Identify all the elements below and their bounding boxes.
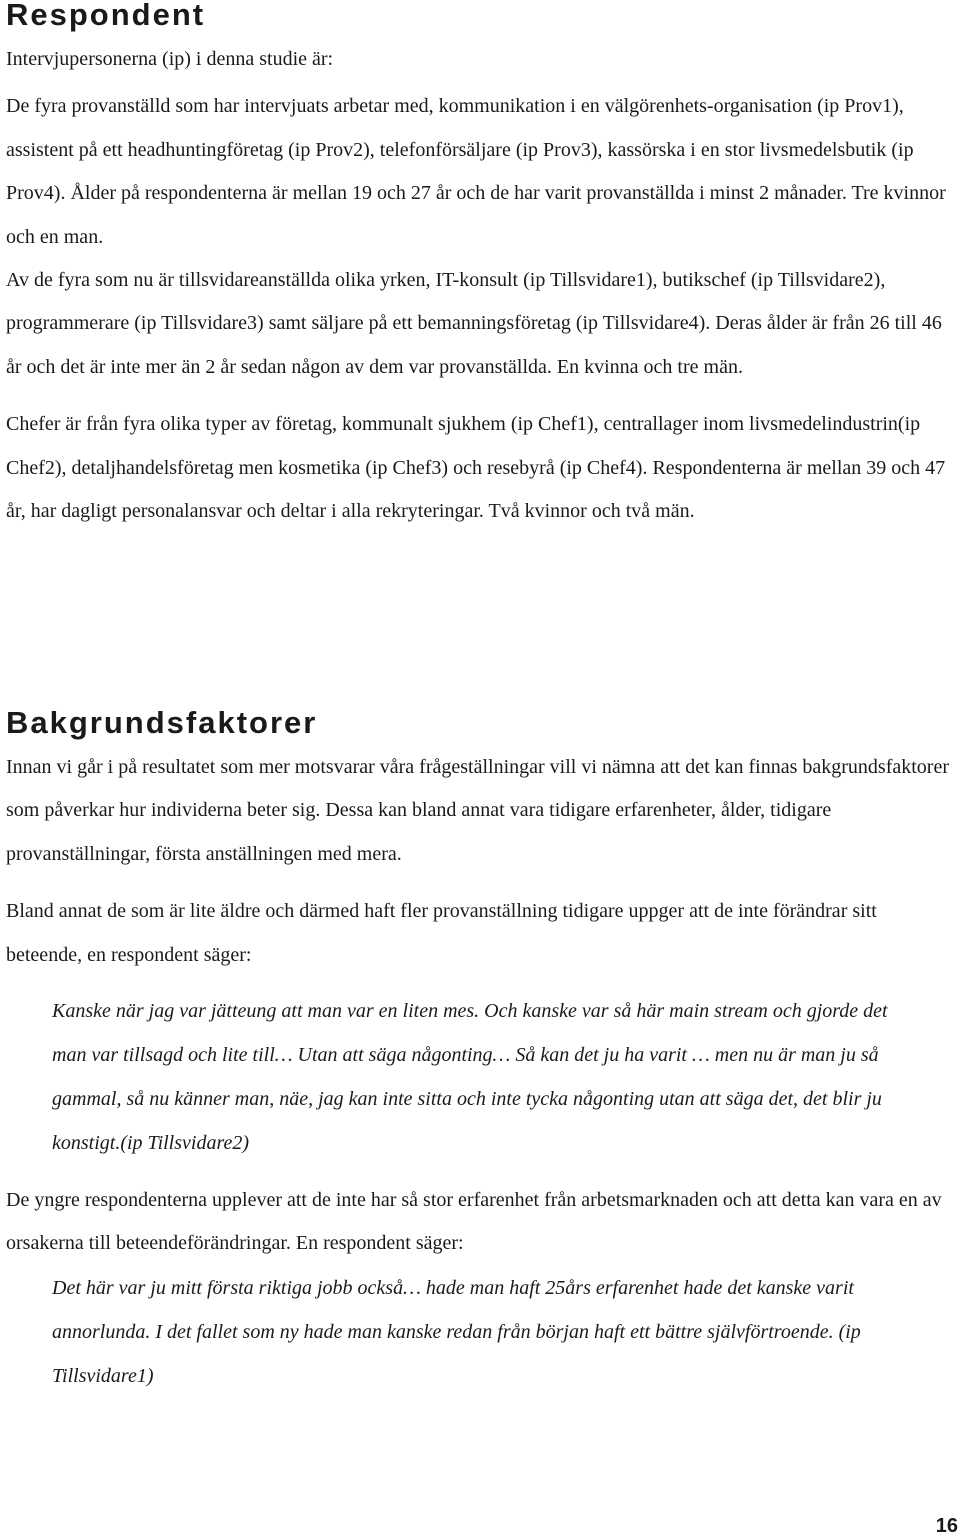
quote-tillsvidare1: Det här var ju mitt första riktiga jobb också… hade man haft 25års erfarenhet hade det kanske varit annorlunda. I det fallet som ny hade man kanske redan från början haft ett bättre självförtroende. (ip Tillsvidare1) (52, 1276, 861, 1387)
intro-paragraph: Intervjupersonerna (ip) i denna studie är: (6, 48, 334, 70)
paragraph-aldre-respondenter: Bland annat de som är lite äldre och därmed haft fler provanställning tidigare uppger att de inte förändrar sitt beteende, en respondent säger: (6, 900, 877, 966)
page-number: 16 (935, 1515, 958, 1537)
section-bakgrundsfaktorer (6, 705, 956, 1398)
paragraph-chefer: Chefer är från fyra olika typer av företag, kommunalt sjukhem (ip Chef1), centrallager inom livsmedelindustrin(ip Chef2), detaljhandelsföretag men kosmetika (ip Chef3) och resebyrå (ip Chef4). Respondenterna är mellan 39 och 47 år, har dagligt personalansvar och deltar i alla rekryteringar. Två kvinnor och två män. (6, 413, 946, 523)
paragraph-provanstallda: De fyra provanställd som har intervjuats arbetar med, kommunikation i en välgörenhets-organisation (ip Prov1), assistent på ett headhuntingföretag (ip Prov2), telefonförsäljare (ip Prov3), kassörska i en stor livsmedelsbutik (ip Prov4). Ålder på respondenterna är mellan 19 och 27 år och de har varit provanställda i minst 2 månader. Tre kvinnor och en man. (6, 95, 946, 248)
section-heading-respondent: Respondent (6, 0, 206, 32)
quote-tillsvidare2: Kanske när jag var jätteung att man var en liten mes. Och kanske var så här main stream och gjorde det man var tillsagd och lite till… Utan att säga någonting… Så kan det ju ha varit … men nu är man ju så gammal, så nu känner man, näe, jag kan inte sitta och inte tycka någonting utan att säga det, det blir ju konstigt.(ip Tillsvidare2) (52, 1000, 888, 1155)
section-respondent (6, 0, 956, 533)
paragraph-intro-bakgrund: Innan vi går i på resultatet som mer motsvarar våra frågeställningar vill vi nämna att det kan finnas bakgrundsfaktorer som påverkar hur individerna beter sig. Dessa kan bland annat vara tidigare erfarenheter, ålder, tidigare provanställningar, första anställningen med mera. (6, 756, 950, 865)
section-heading-bakgrundsfaktorer: Bakgrundsfaktorer (6, 705, 318, 740)
paragraph-yngre-respondenter: De yngre respondenterna upplever att de inte har så stor erfarenhet från arbetsmarknaden och att detta kan vara en av orsakerna till beteendeförändringar. En respondent säger: (6, 1189, 942, 1255)
paragraph-tillsvidare: Av de fyra som nu är tillsvidareanställda olika yrken, IT-konsult (ip Tillsvidare1), butikschef (ip Tillsvidare2), programmerare (ip Tillsvidare3) samt säljare på ett bemanningsföretag (ip Tillsvidare4). Deras ålder är från 26 till 46 år och det är inte mer än 2 år sedan någon av dem var provanställda. En kvinna och tre män. (6, 269, 942, 378)
